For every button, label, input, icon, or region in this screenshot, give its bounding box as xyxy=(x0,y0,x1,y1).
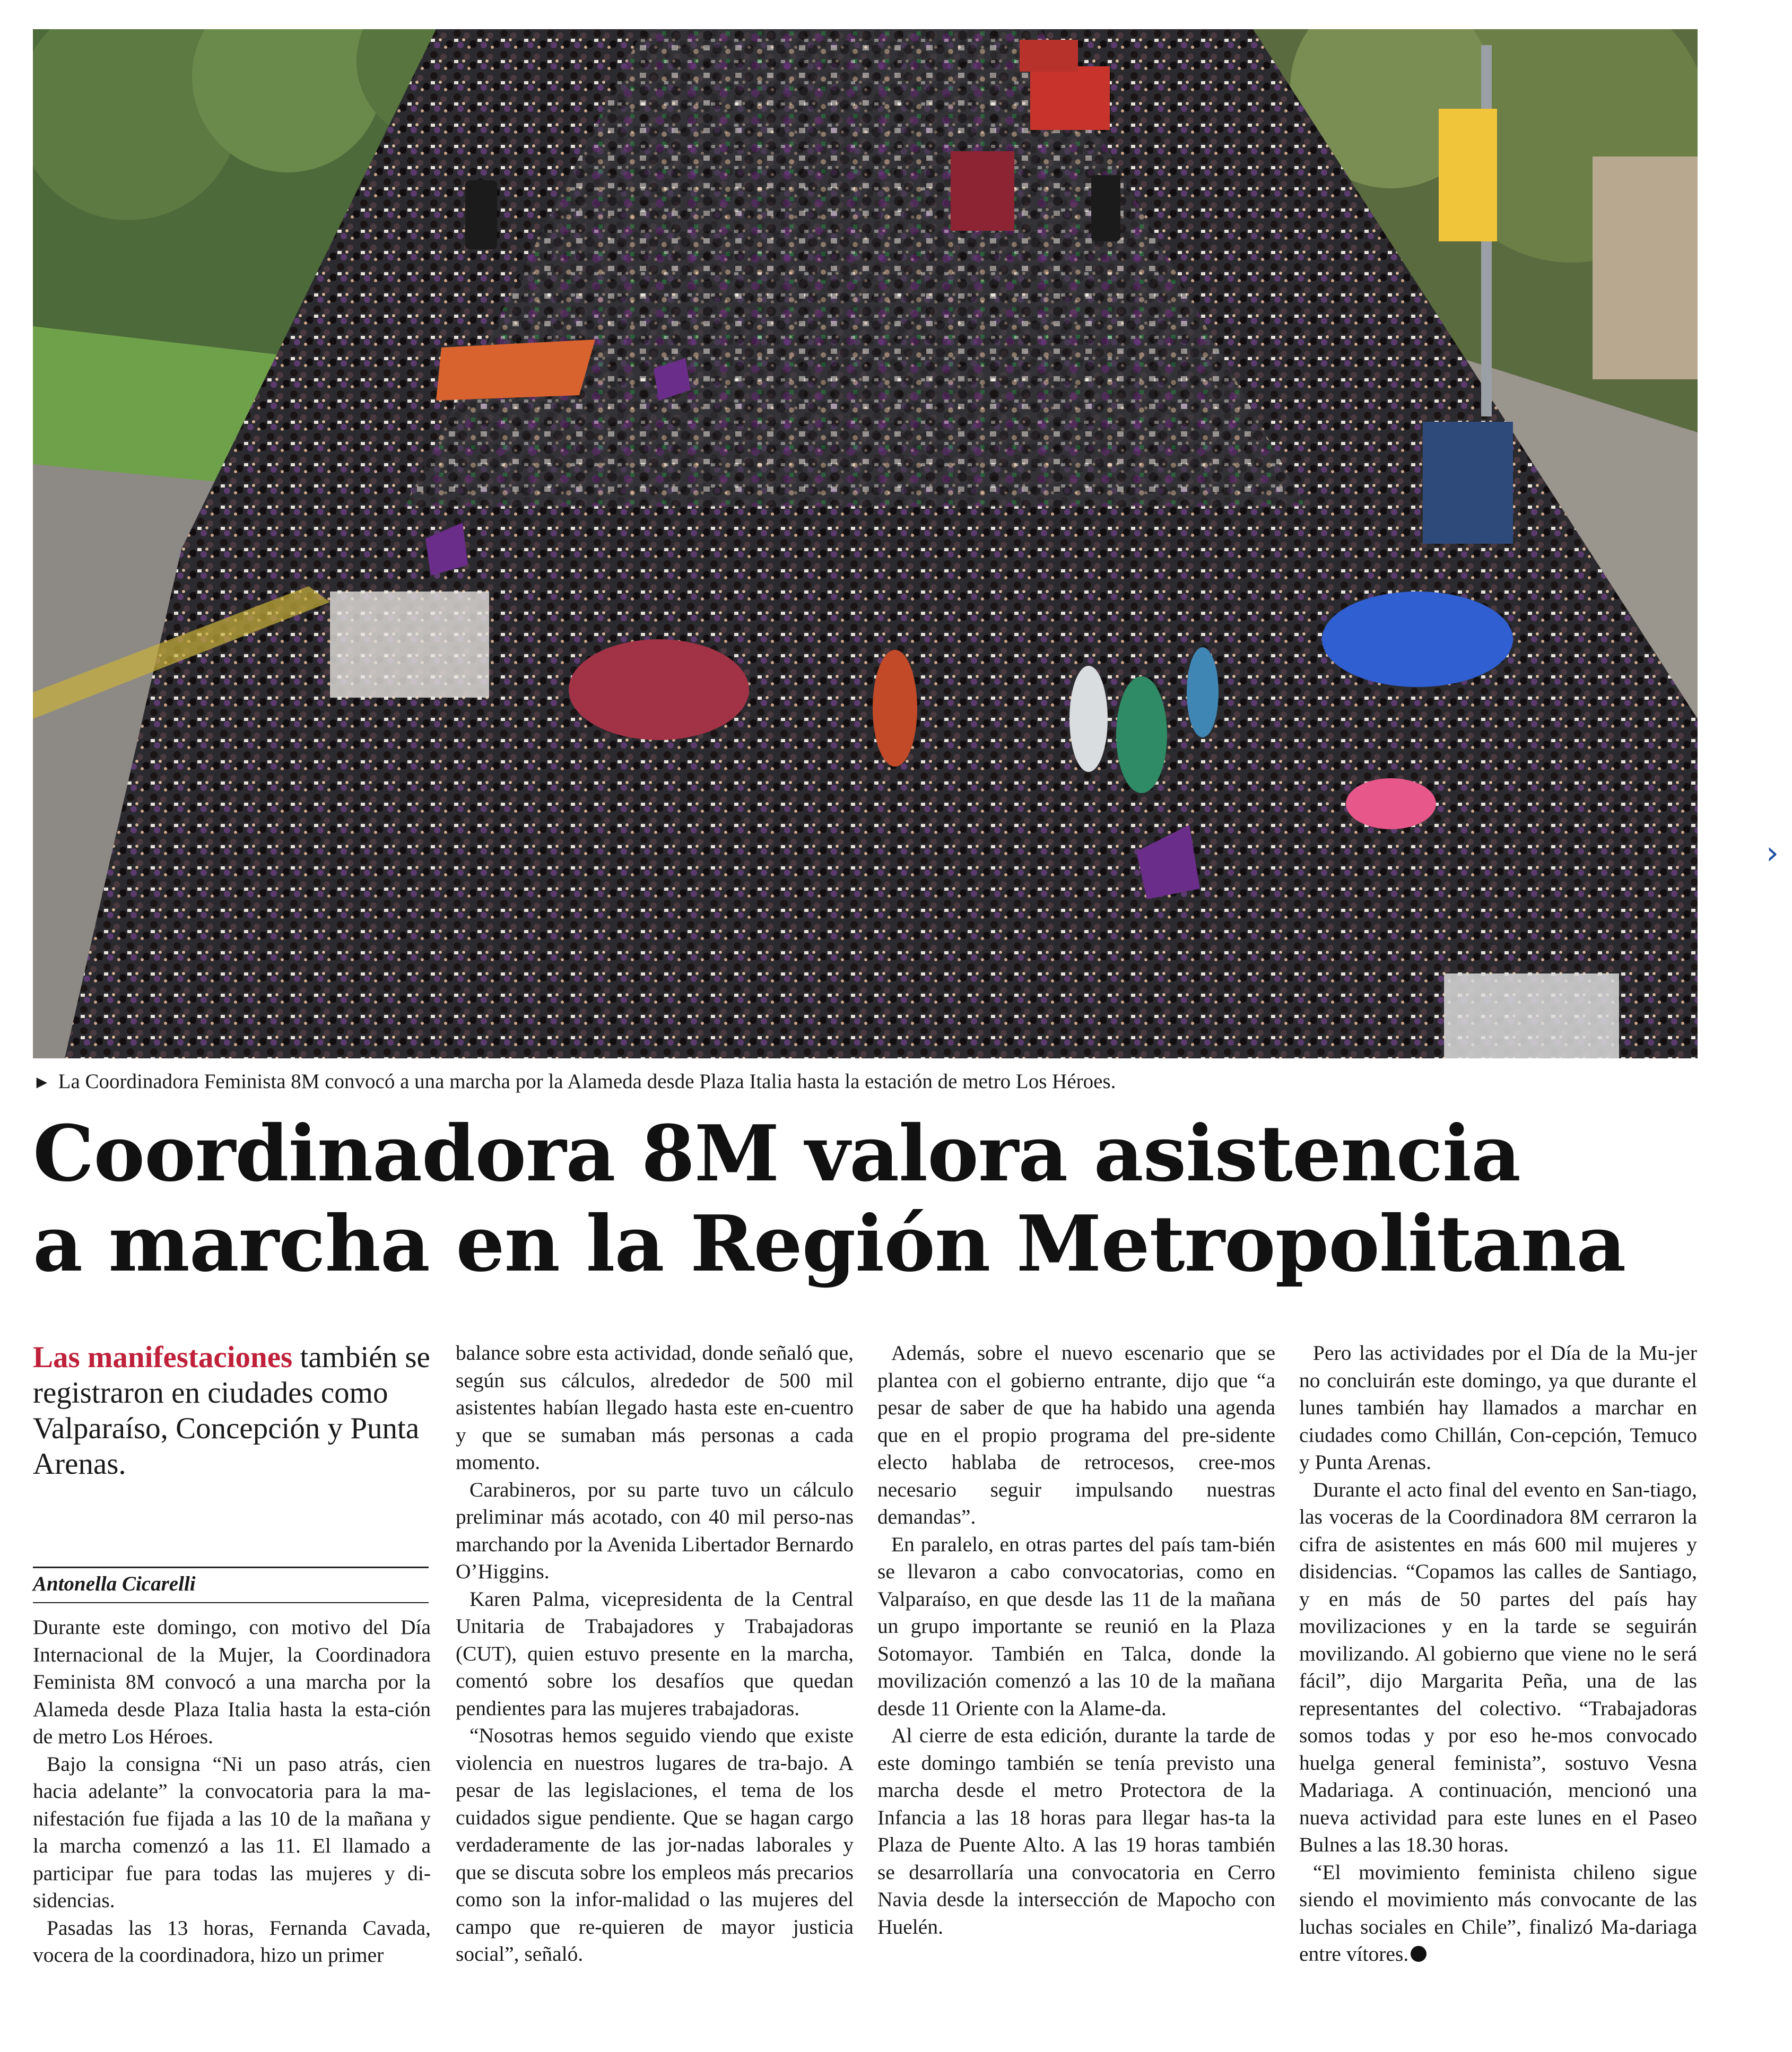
byline-rule-top xyxy=(33,1567,429,1568)
article-column-2 xyxy=(456,1340,854,1968)
paragraph: Durante este domingo, con motivo del Día Internacional de la Mujer, la Coordinadora Feminista 8M convocó a una marcha por la Alameda desde Plaza Italia hasta la esta-ción de metro Los Héroes. xyxy=(33,1615,431,1748)
caption-text: La Coordinadora Feminista 8M convocó a una marcha por la Alameda desde Plaza Italia hasta la estación de metro Los Héroes. xyxy=(58,1070,1116,1093)
paragraph: Karen Palma, vicepresidenta de la Central Unitaria de Trabajadores y Trabajadoras (CUT), quien estuvo presente en la marcha, comentó sobre los desafíos que quedan pendientes para las mujeres trabajadoras. xyxy=(456,1587,854,1720)
paragraph: Durante el acto final del evento en San-tiago, las voceras de la Coordinadora 8M cerraron la cifra de asistentes en más 600 mil mujeres y disidencias. “Copamos las calles de Santiago, y en más de 50 partes del país hay movilizaciones y en la tarde se seguirán movilizando. Al gobierno que viene no le será fácil”, dijo Margarita Peña, una de las representantes del colectivo. “Trabajadoras somos todas y por eso he-mos convocado huelga general feminista”, sostuvo Vesna Madariaga. A continuación, mencionó una nueva actividad para este lunes en el Paseo Bulnes a las 18.30 horas. xyxy=(1299,1477,1697,1856)
end-mark-icon xyxy=(1411,1946,1426,1962)
lead-rest: también se registraron en ciudades como Valparaíso, Concepción y Punta Arenas. xyxy=(33,1341,430,1481)
next-arrow-icon[interactable]: › xyxy=(1766,834,1779,872)
byline-rule-bottom xyxy=(33,1602,429,1603)
photo-caption xyxy=(33,1069,1698,1095)
lead-accent: Las manifestaciones xyxy=(33,1341,293,1374)
lead-photo xyxy=(33,29,1698,1058)
caption-marker-icon: ► xyxy=(33,1073,51,1092)
paragraph: En paralelo, en otras partes del país tam-bién se llevaron a cabo convocatorias, como en Valparaíso, en que desde las 11 de la mañana un grupo importante se reunió en la Plaza Sotomayor. También en Talca, donde la movilización comenzó a las 10 de la mañana desde 11 Oriente con la Alame-da. xyxy=(877,1532,1275,1720)
byline: Antonella Cicarelli xyxy=(33,1572,196,1595)
march-aerial-illustration xyxy=(33,29,1698,1058)
paragraph: Bajo la consigna “Ni un paso atrás, cien hacia adelante” la convocatoria para la ma-nifestación fue fijada a las 10 de la mañana y la marcha comenzó a las 11. El llamado a participar fue para todas las mujeres y di-sidencias. xyxy=(33,1752,431,1912)
article-column-3 xyxy=(877,1340,1275,1941)
article-column-4 xyxy=(1299,1340,1697,1968)
paragraph: Carabineros, por su parte tuvo un cálculo preliminar más acotado, con 40 mil perso-nas marchando por la Avenida Libertador Bernardo O’Higgins. xyxy=(456,1477,854,1583)
lead-deck xyxy=(33,1340,436,1482)
paragraph: Al cierre de esta edición, durante la tarde de este domingo también se tenía previsto una marcha desde el metro Protectora de la Infancia a las 18 horas para llegar has-ta la Plaza de Puente Alto. A las 19 horas también se desarrollaría una convocatoria en Cerro Navia desde la intersección de Mapocho con Huelén. xyxy=(877,1724,1275,1938)
paragraph: “Nosotras hemos seguido viendo que existe violencia en nuestros lugares de tra-bajo. A pesar de las legislaciones, el tema de los cuidados sigue pendiente. Que se hagan cargo verdaderamente de las jor-nadas laborales y que se discuta sobre los empleos más precarios como son la infor-malidad o las mujeres del campo que re-quieren de mayor justicia social”, señaló. xyxy=(456,1724,854,1966)
headline-line-1: Coordinadora 8M valora asistencia xyxy=(33,1109,1520,1199)
paragraph: Además, sobre el nuevo escenario que se plantea con el gobierno entrante, dijo que “a pesar de saber de que ha habido una agenda que en el propio programa del pre-sidente electo hablaba de retrocesos, cree-mos necesario seguir impulsando nuestras demandas”. xyxy=(877,1341,1275,1528)
paragraph: Pasadas las 13 horas, Fernanda Cavada, vocera de la coordinadora, hizo un primer xyxy=(33,1916,431,1967)
paragraph: Pero las actividades por el Día de la Mu-jer no concluirán este domingo, ya que durante el lunes también hay llamados a marchar en ciudades como Chillán, Con-cepción, Temuco y Punta Arenas. xyxy=(1299,1341,1697,1474)
headline xyxy=(33,1109,1698,1289)
article-column-1 xyxy=(33,1614,431,1969)
paragraph-final-text: “El movimiento feminista chileno sigue siendo el movimiento más convocante de las luchas sociales en Chile”, finalizó Ma-dariaga entre vítores. xyxy=(1299,1860,1697,1966)
paragraph: balance sobre esta actividad, donde señaló que, según sus cálculos, alrededor de 500 mil asistentes habían llegado hasta este en-cuentro y que se sumaban más personas a cada momento. xyxy=(456,1341,854,1474)
headline-line-2: a marcha en la Región Metropolitana xyxy=(33,1199,1626,1289)
paragraph-final xyxy=(1299,1859,1697,1968)
